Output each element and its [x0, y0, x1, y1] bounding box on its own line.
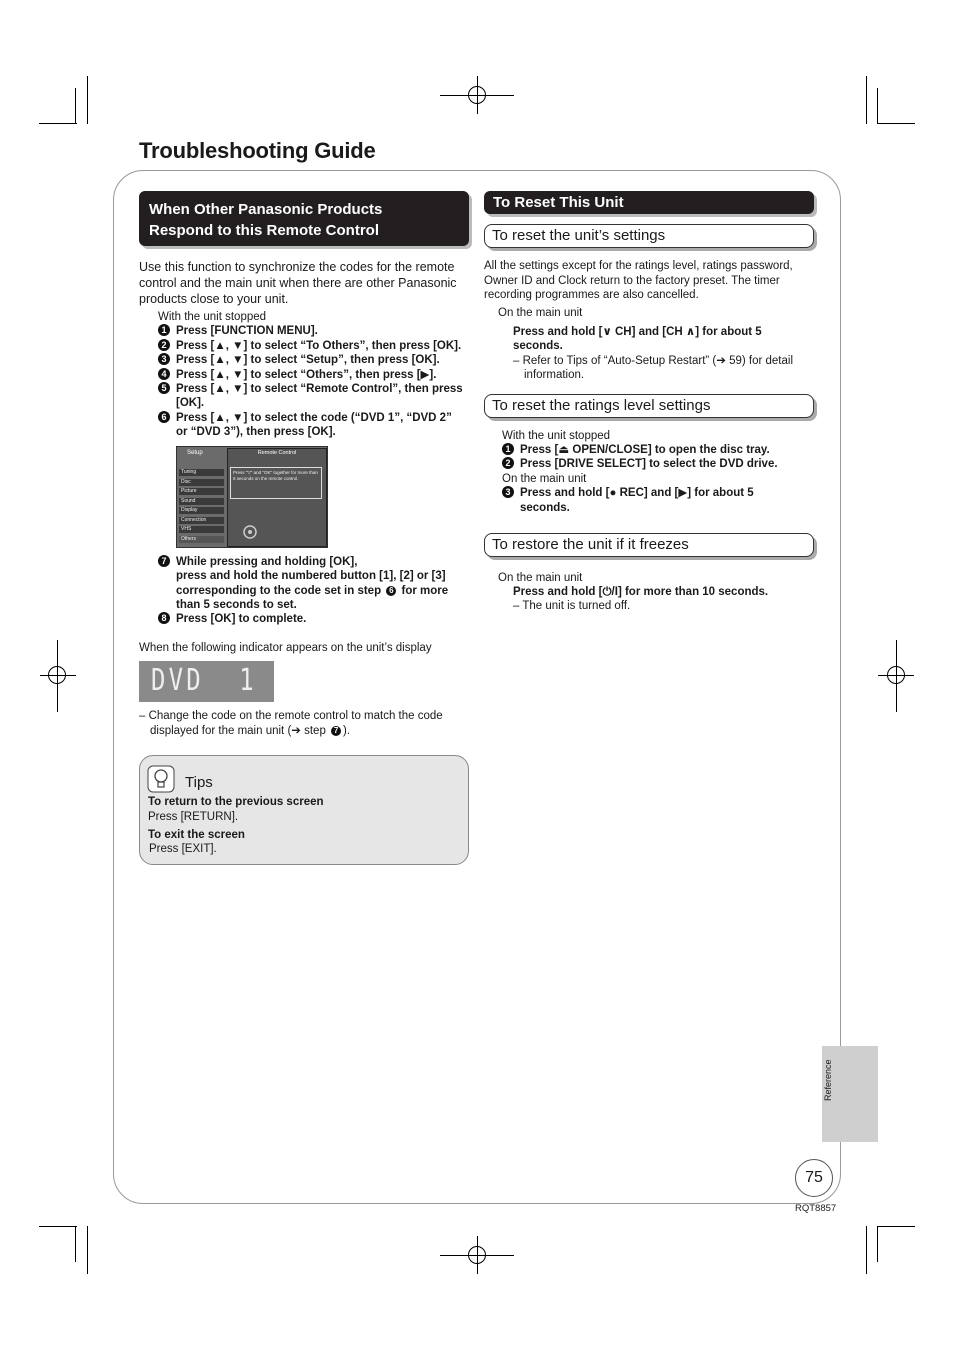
registration-circle — [887, 666, 905, 684]
registration-circle — [468, 1246, 486, 1264]
step-7-cont: press and hold the numbered button [1], [2] or [3] — [176, 570, 446, 582]
page-number: 75 — [795, 1159, 833, 1197]
tips-heading: To return to the previous screen — [148, 796, 324, 808]
step-7-cont: corresponding to the code set in step 6 for more — [176, 585, 449, 597]
change-note-cont: displayed for the main unit (➔ step 7 ). — [150, 725, 351, 737]
refer-note: information. — [524, 369, 585, 381]
screen-panel-title: Remote Control — [257, 450, 297, 456]
ratings-step-2: 2 Press [DRIVE SELECT] to select the DVD drive. — [502, 457, 778, 472]
step-number-icon: 3 — [158, 353, 170, 365]
section-header-reset: To Reset This Unit — [484, 191, 814, 214]
indicator-note: When the following indicator appears on the unit’s display — [139, 642, 432, 654]
setup-screen-illustration — [176, 446, 328, 548]
step-1: 1 Press [FUNCTION MENU]. — [158, 324, 318, 339]
crop-mark — [866, 76, 867, 124]
screen-menu-item: Display — [179, 507, 224, 514]
ratings-step-3: 3 Press and hold [● REC] and [▶] for about 5 — [502, 486, 754, 501]
reset-description: recording programmes are also cancelled. — [484, 289, 699, 301]
step-number-icon: 4 — [158, 368, 170, 380]
header-line: Respond to this Remote Control — [149, 222, 379, 239]
instruction: seconds. — [513, 340, 563, 352]
registration-circle — [48, 666, 66, 684]
crop-mark — [877, 88, 878, 124]
step-8: 8 Press [OK] to complete. — [158, 612, 306, 627]
step-ref-icon: 6 — [386, 586, 396, 596]
subheader-ratings: To reset the ratings level settings — [484, 394, 814, 418]
step-number-icon: 5 — [158, 382, 170, 394]
step-7-cont: than 5 seconds to set. — [176, 599, 297, 611]
step-5-cont: [OK]. — [176, 397, 205, 409]
tips-text: Press [RETURN]. — [148, 811, 239, 823]
step-number-icon: 2 — [502, 457, 514, 469]
crop-mark — [87, 1226, 88, 1274]
step-number-icon: 6 — [158, 411, 170, 423]
crop-mark — [39, 123, 77, 124]
screen-menu-item: Tuning — [179, 469, 224, 476]
condition-text: With the unit stopped — [502, 430, 611, 442]
unit-display-indicator — [139, 661, 274, 702]
crop-mark — [866, 1226, 867, 1274]
step-number-icon: 7 — [158, 555, 170, 567]
intro-text: Use this function to synchronize the codes for the remote control and the main unit when there are other Panasonic products close to your unit. — [139, 260, 457, 306]
subheader-freeze: To restore the unit if it freezes — [484, 533, 814, 557]
crop-mark — [877, 123, 915, 124]
instruction: Press and hold [⏻/I] for more than 10 seconds. — [513, 586, 769, 598]
step-3: 3 Press [▲, ▼] to select “Setup”, then press [OK]. — [158, 353, 440, 368]
doc-code: RQT8857 — [795, 1203, 837, 1214]
crop-mark — [75, 1226, 76, 1262]
page-title: Troubleshooting Guide — [139, 138, 376, 163]
instruction: Press and hold [∨ CH] and [CH ∧] for about 5 — [513, 326, 762, 338]
screen-menu-item: Disc — [179, 479, 224, 486]
lcd-text: DVD 1 — [151, 663, 257, 698]
step-ref-icon: 7 — [331, 726, 341, 736]
step-6: 6 Press [▲, ▼] to select the code (“DVD 1”, “DVD 2” — [158, 411, 452, 426]
subheader-reset-settings: To reset the unit’s settings — [484, 224, 814, 248]
turned-off-note: – The unit is turned off. — [513, 600, 631, 612]
crop-mark — [39, 1226, 77, 1227]
crop-mark — [877, 1226, 878, 1262]
screen-panel-text: Press "▽" and "OK" together for more than 5 seconds on the remote control. — [230, 467, 322, 499]
side-tab-label: Reference — [823, 1059, 833, 1101]
step-number-icon: 2 — [158, 339, 170, 351]
screen-menu-title: Setup — [187, 450, 203, 456]
crop-mark — [877, 1226, 915, 1227]
step-6-cont: or “DVD 3”), then press [OK]. — [176, 426, 336, 438]
step-4: 4 Press [▲, ▼] to select “Others”, then press [▶]. — [158, 368, 436, 383]
step-number-icon: 1 — [158, 324, 170, 336]
tips-text: Press [EXIT]. — [149, 843, 217, 855]
on-main-unit: On the main unit — [498, 572, 583, 584]
reset-description: Owner ID and Clock return to the factory preset. The timer — [484, 275, 780, 287]
screen-menu-item: Sound — [179, 498, 224, 505]
crop-mark — [87, 76, 88, 124]
step-number-icon: 1 — [502, 443, 514, 455]
on-main-unit: On the main unit — [498, 307, 583, 319]
tips-title: Tips — [185, 774, 213, 791]
ratings-step-3-cont: seconds. — [520, 502, 570, 514]
ratings-step-1: 1 Press [⏏ OPEN/CLOSE] to open the disc tray. — [502, 443, 770, 458]
step-number-icon: 8 — [158, 612, 170, 624]
step-number-icon: 3 — [502, 486, 514, 498]
screen-menu-item: Connection — [179, 517, 224, 524]
change-note: – Change the code on the remote control to match the code — [139, 710, 443, 722]
condition-text: With the unit stopped — [158, 311, 267, 323]
screen-menu-item: VHS — [179, 526, 224, 533]
tips-box — [139, 755, 469, 865]
crop-mark — [75, 88, 76, 124]
reset-description: All the settings except for the ratings level, ratings password, — [484, 260, 793, 272]
section-header-remote — [139, 191, 469, 246]
step-5: 5 Press [▲, ▼] to select “Remote Control”, then press — [158, 382, 463, 397]
disc-icon — [242, 524, 258, 540]
on-main-unit: On the main unit — [502, 473, 587, 485]
step-2: 2 Press [▲, ▼] to select “To Others”, then press [OK]. — [158, 339, 461, 354]
registration-circle — [468, 86, 486, 104]
screen-menu-item: Others — [179, 536, 224, 543]
screen-menu-item: Picture — [179, 488, 224, 495]
screen-panel — [227, 448, 327, 547]
lightbulb-icon — [147, 765, 175, 793]
tips-heading: To exit the screen — [148, 829, 245, 841]
refer-note: – Refer to Tips of “Auto-Setup Restart” (➔ 59) for detail — [513, 355, 794, 367]
header-line: When Other Panasonic Products — [149, 201, 383, 218]
step-7: 7 While pressing and holding [OK], — [158, 555, 357, 570]
side-tab — [822, 1046, 878, 1142]
